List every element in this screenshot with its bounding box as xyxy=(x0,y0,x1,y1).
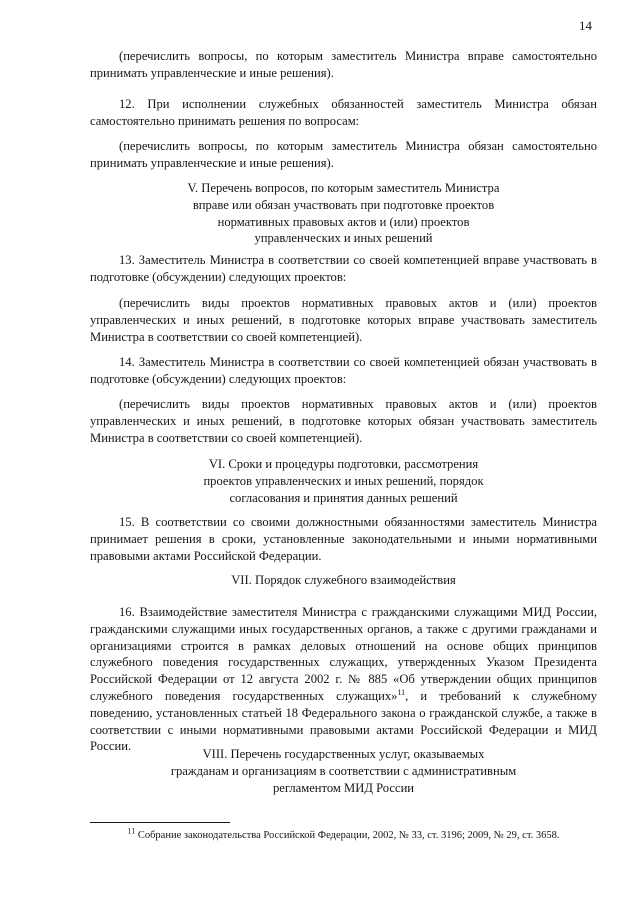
paragraph-13: 13. Заместитель Министра в соответствии со своей компетенцией вправе участвовать в подготовке (обсуждении) следующих проектов: xyxy=(90,253,597,284)
heading-line: V. Перечень вопросов, по которым заместитель Министра xyxy=(187,181,500,195)
paragraph-15: 15. В соответствии со своими должностными обязанностями заместитель Министра принимает решения в сроки, установленные законодательными и иными нормативными правовыми актами Российской Федерации. xyxy=(90,515,597,563)
heading-line: регламентом МИД России xyxy=(272,780,415,795)
heading-line: согласования и принятия данных решений xyxy=(229,490,458,505)
footnote-text: Собрание законодательства Российской Федерации, 2002, № 33, ст. 3196; 2009, № 29, ст. 3658. xyxy=(135,830,560,841)
heading-line: нормативных правовых актов и (или) проектов xyxy=(217,214,470,229)
footnote-separator xyxy=(90,822,230,823)
heading-line: вправе или обязан участвовать при подготовке проектов xyxy=(192,197,495,212)
paragraph-16 xyxy=(90,604,597,755)
heading-line: VIII. Перечень государственных услуг, оказываемых xyxy=(202,747,485,761)
heading-line: управленческих и иных решений xyxy=(254,231,433,246)
section-8-heading xyxy=(90,746,597,796)
paragraph-12: 12. При исполнении служебных обязанностей заместитель Министра обязан самостоятельно принимать решения по вопросам: xyxy=(90,97,597,128)
paragraph-13-list: (перечислить виды проектов нормативных правовых актов и (или) проектов управленческих и иных решений, в подготовке которых вправе участвовать заместитель Министра в соответствии со своей компетенцией). xyxy=(90,296,597,344)
page-number: 14 xyxy=(579,18,592,33)
section-7-heading: VII. Порядок служебного взаимодействия xyxy=(231,573,456,587)
paragraph-14-list: (перечислить виды проектов нормативных правовых актов и (или) проектов управленческих и иных решений, в подготовке которых обязан участвовать заместитель Министра в соответствии со своей компетенцией). xyxy=(90,397,597,445)
paragraph-14: 14. Заместитель Министра в соответствии со своей компетенцией обязан участвовать в подготовке (обсуждении) следующих проектов: xyxy=(90,355,597,386)
footnote xyxy=(90,826,597,842)
paragraph-11-continuation: (перечислить вопросы, по которым заместитель Министра вправе самостоятельно принимать управленческие и иные решения). xyxy=(90,49,597,80)
paragraph-12-list: (перечислить вопросы, по которым заместитель Министра обязан самостоятельно принимать управленческие и иные решения). xyxy=(90,139,597,170)
heading-line: проектов управленческих и иных решений, порядок xyxy=(203,473,484,488)
paragraph-16-text-cont: , и требований к служебному поведению, установленных статьей 18 Федерального закона о гражданской службе, а также в соответствии с иными нормативными правовыми актами Российской Федерации и МИД России. xyxy=(90,688,597,754)
section-6-heading xyxy=(90,456,597,506)
footnote-reference: 11 xyxy=(397,687,406,697)
paragraph-16-text: 16. Взаимодействие заместителя Министра с гражданскими служащими МИД России, гражданскими служащими иных государственных органов, а также с другими гражданами и организациями строится в рамках деловых отношений на основе общих принципов служебного поведения государственных служащих, утвержденных Указом Президента Российской Федерации от 12 августа 2002 г. № 885 «Об утверждении общих принципов служебного поведения государственных служащих» xyxy=(90,605,597,703)
heading-line: гражданам и организациям в соответствии с административным xyxy=(170,763,517,778)
section-5-heading xyxy=(90,180,597,247)
heading-line: VI. Сроки и процедуры подготовки, рассмотрения xyxy=(208,457,479,471)
footnote-mark: 11 xyxy=(127,826,136,836)
